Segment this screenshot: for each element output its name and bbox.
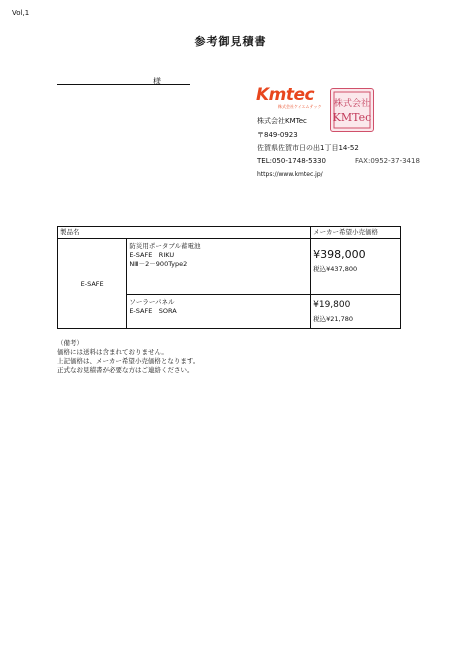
seal-graphic — [331, 89, 373, 131]
logo-main-text: Kmtec — [256, 85, 315, 105]
notes-section — [57, 339, 199, 375]
price-cell — [311, 295, 401, 329]
svg-text:株式会社: 株式会社 — [333, 99, 371, 109]
note-line: （備考） — [57, 339, 83, 347]
retail-price: ¥19,800 — [313, 300, 351, 310]
table-row — [58, 239, 401, 295]
company-address: 佐賀県佐賀市日の出1丁目14-52 — [257, 144, 359, 152]
page-title: 参考御見積書 — [194, 35, 267, 48]
recipient-suffix: 様 — [153, 77, 161, 86]
price-with-tax: 税込¥437,800 — [313, 265, 358, 273]
price-cell — [311, 239, 401, 295]
company-postal: 〒849-0923 — [257, 131, 298, 139]
product-line: E-SAFE RIKU — [129, 251, 175, 259]
product-line: ソーラーパネル — [129, 298, 175, 306]
product-table — [57, 226, 401, 329]
header-product-name: 製品名 — [58, 227, 311, 239]
product-line: E-SAFE SORA — [129, 307, 177, 315]
price-with-tax: 税込¥21,780 — [313, 315, 354, 323]
retail-price: ¥398,000 — [313, 248, 366, 261]
note-line: 価格には送料は含まれておりません。 — [57, 348, 168, 356]
company-name: 株式会社KMTec — [257, 117, 307, 125]
note-line: 上記価格は、メーカー希望小売価格となります。 — [57, 357, 200, 365]
volume-label: Vol,1 — [12, 9, 30, 17]
product-description — [127, 295, 311, 329]
note-line: 正式なお見積書が必要な方はご連絡ください。 — [57, 366, 194, 374]
product-line: NⅢ－2－900Type2 — [129, 260, 188, 268]
product-line: 防災用ポータブル蓄電池 — [129, 242, 201, 250]
company-logo — [256, 85, 322, 111]
recipient-line — [57, 84, 190, 85]
company-fax: FAX:0952-37-3418 — [355, 157, 420, 165]
logo-sub-text: 株式会社ケイエムテック — [278, 104, 322, 109]
company-tel: TEL:050-1748-5330 — [257, 157, 326, 165]
company-seal-stamp — [330, 88, 374, 132]
product-description — [127, 239, 311, 295]
company-url[interactable]: https://www.kmtec.jp/ — [257, 171, 323, 178]
brand-cell: E-SAFE — [58, 239, 127, 329]
header-retail-price: メーカー希望小売価格 — [311, 227, 401, 239]
svg-text:KMTec: KMTec — [332, 111, 372, 124]
table-header-row — [58, 227, 401, 239]
